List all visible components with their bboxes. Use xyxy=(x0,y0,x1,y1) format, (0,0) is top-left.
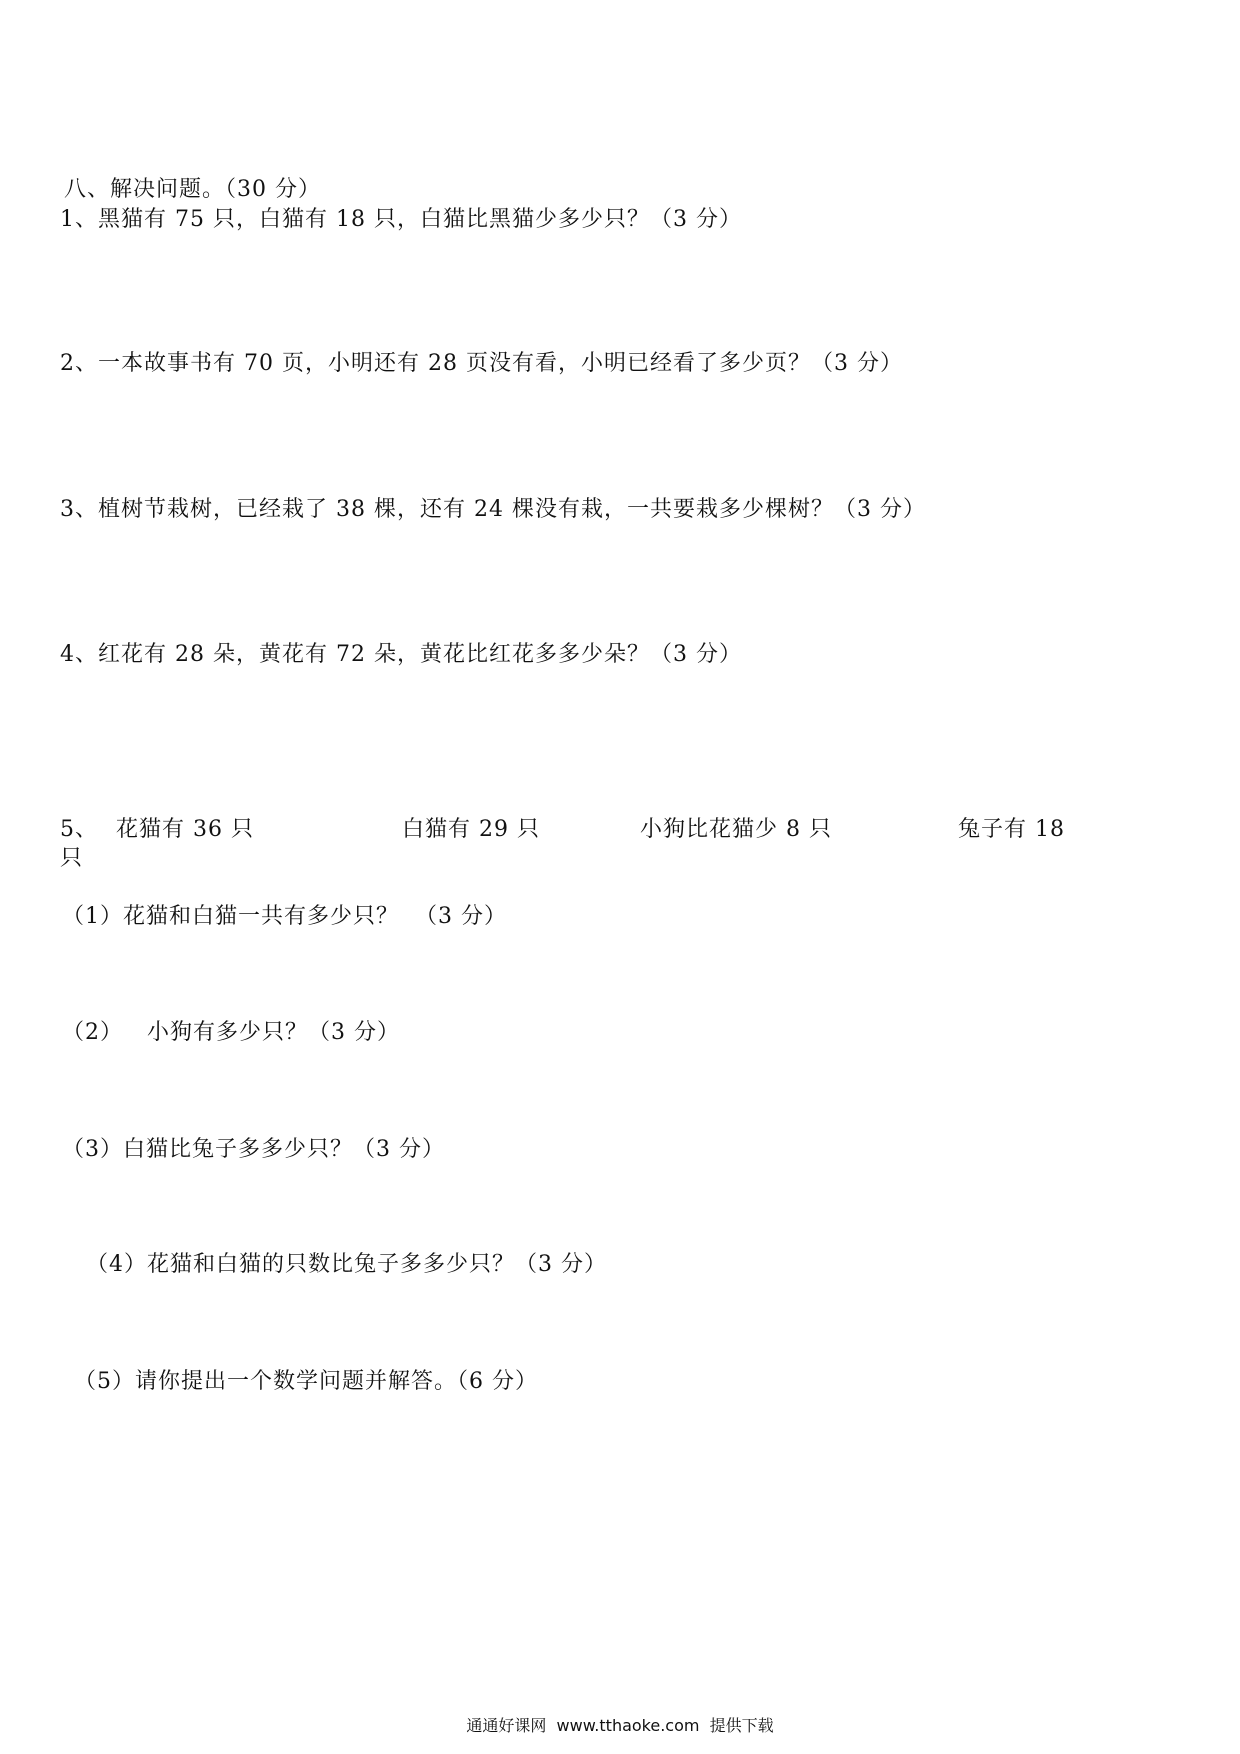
question-5-fact-4-wrap: 只 xyxy=(60,846,84,871)
question-5-sub-1: （1）花猫和白猫一共有多少只？ （3 分） xyxy=(62,904,507,929)
footer-source: 通通好课网 www.tthaoke.com 提供下载 xyxy=(466,1716,774,1735)
question-5-fact-2: 白猫有 29 只 xyxy=(402,817,540,842)
question-5-sub-2: （2） 小狗有多少只？（3 分） xyxy=(62,1020,400,1045)
question-5-fact-1: 花猫有 36 只 xyxy=(116,817,254,842)
question-4: 4、红花有 28 朵，黄花有 72 朵，黄花比红花多多少朵？（3 分） xyxy=(60,642,742,667)
question-1: 1、黑猫有 75 只，白猫有 18 只，白猫比黑猫少多少只？（3 分） xyxy=(60,207,742,232)
section-title: 八、解决问题。（30 分） xyxy=(64,177,321,202)
question-5-sub-3: （3）白猫比兔子多多少只？（3 分） xyxy=(62,1137,445,1162)
question-5-fact-4: 兔子有 18 xyxy=(958,817,1065,842)
question-5-number: 5、 xyxy=(60,817,98,842)
question-5-fact-3: 小狗比花猫少 8 只 xyxy=(640,817,832,842)
question-5-sub-5: （5）请你提出一个数学问题并解答。（6 分） xyxy=(74,1369,538,1394)
question-2: 2、一本故事书有 70 页，小明还有 28 页没有看，小明已经看了多少页？（3 分） xyxy=(60,351,903,376)
question-3: 3、植树节栽树，已经栽了 38 棵，还有 24 棵没有栽，一共要栽多少棵树？（3 分） xyxy=(60,497,926,522)
question-5-sub-4: （4）花猫和白猫的只数比兔子多多少只？（3 分） xyxy=(86,1252,607,1277)
